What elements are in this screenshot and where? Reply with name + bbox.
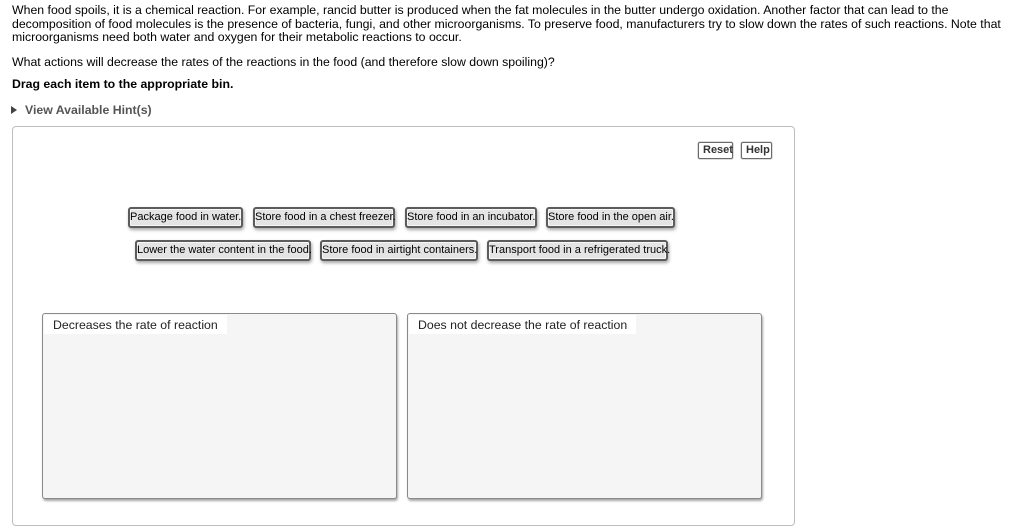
draggable-item[interactable]: Package food in water. [128, 207, 243, 228]
view-hints-label: View Available Hint(s) [25, 103, 152, 117]
draggable-item[interactable]: Transport food in a refrigerated truck. [487, 240, 668, 261]
draggable-item[interactable]: Lower the water content in the food. [135, 240, 311, 261]
draggable-item[interactable]: Store food in airtight containers. [320, 240, 478, 261]
caret-right-icon [11, 106, 17, 114]
bin-does-not-decrease-rate[interactable] [407, 313, 762, 499]
problem-intro-text: When food spoils, it is a chemical reaction. For example, rancid butter is produced when the fat molecules in the butter undergo oxidation. Another factor that can lead to the decomposition of food molecules is the presence of bacteria, fungi, and other microorganisms. To preserve food, manufacturers try to slow down the rates of such reactions. Note that microorganisms need both water and oxygen for their metabolic reactions to occur. [12, 3, 1001, 44]
bin-title: Does not decrease the rate of reaction [409, 315, 636, 334]
question-text: What actions will decrease the rates of the reactions in the food (and therefore slow down spoiling)? [12, 55, 555, 69]
view-hints-toggle[interactable] [11, 102, 152, 118]
help-button[interactable]: Help [741, 142, 772, 159]
draggable-item[interactable]: Store food in the open air. [546, 207, 675, 228]
reset-button[interactable]: Reset [698, 142, 733, 159]
draggable-item[interactable]: Store food in a chest freezer. [253, 207, 395, 228]
instruction-text: Drag each item to the appropriate bin. [12, 77, 234, 91]
draggable-item[interactable]: Store food in an incubator. [405, 207, 537, 228]
bin-title: Decreases the rate of reaction [44, 315, 227, 334]
bin-decreases-rate[interactable] [42, 313, 397, 499]
